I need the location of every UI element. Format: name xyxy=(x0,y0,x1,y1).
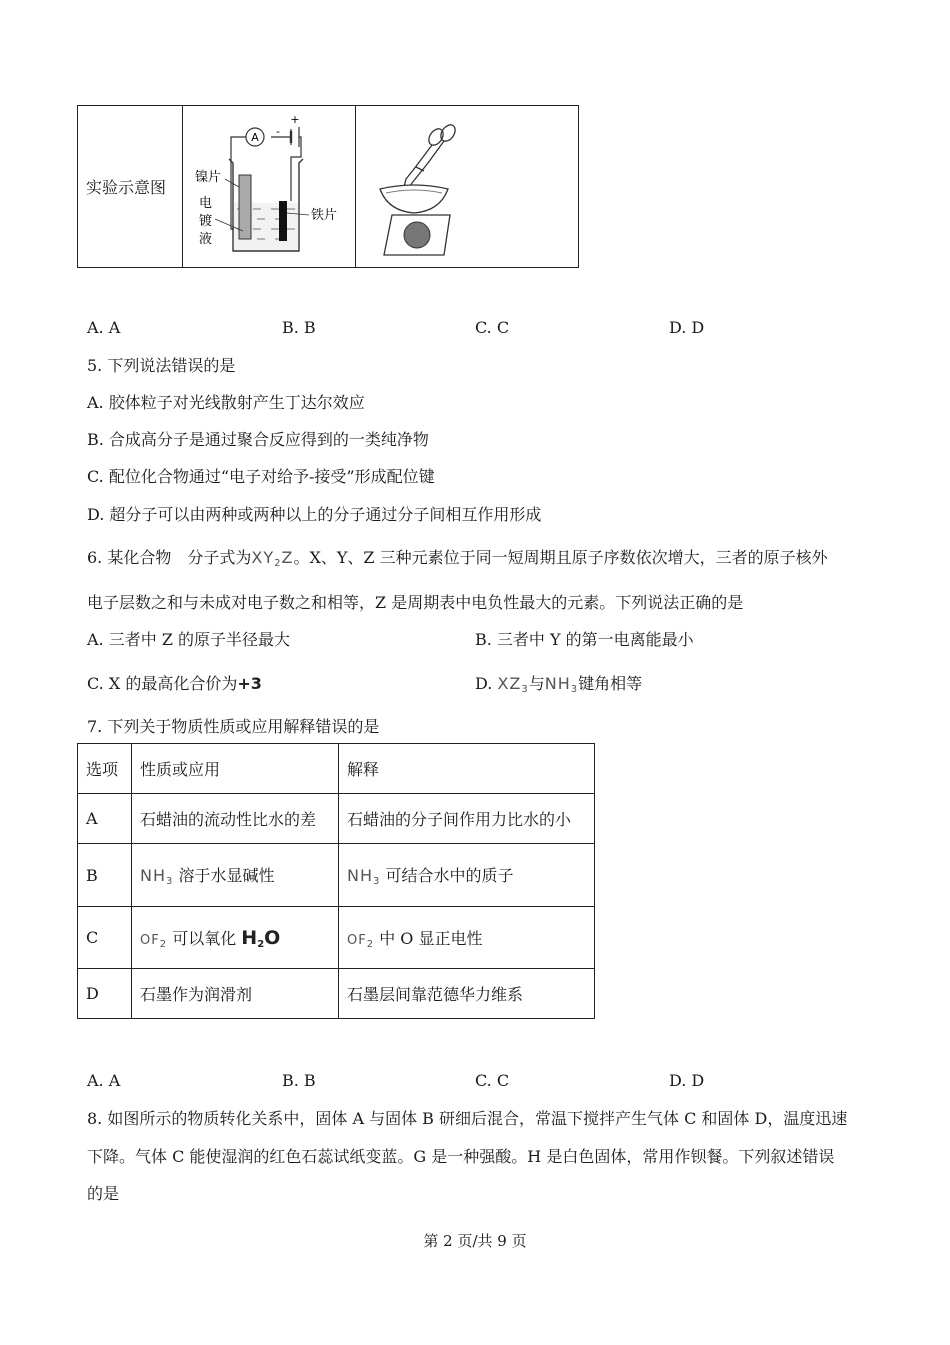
page-footer: 第 2 页/共 9 页 xyxy=(423,1232,527,1250)
svg-text:铁片: 铁片 xyxy=(311,207,338,223)
nickel-plate xyxy=(239,175,251,239)
crucible-tongs-diagram xyxy=(356,107,576,267)
q8-stem-line1: 8. 如图所示的物质转化关系中，固体 A 与固体 B 研细后混合，常温下搅拌产生气体 C 和固体 D，温度迅速 xyxy=(87,1109,848,1128)
electroplating-diagram xyxy=(183,107,355,267)
valence-value: +3 xyxy=(237,674,262,693)
row-option: D xyxy=(78,969,132,1019)
q5-stem: 5. 下列说法错误的是 xyxy=(87,356,236,375)
q4-option-a[interactable]: A. A xyxy=(87,318,121,337)
q4-figure-table xyxy=(77,105,579,268)
row-explanation: $OF_2$ 中 O 显正电性 xyxy=(339,907,595,969)
q7-option-d[interactable]: D. D xyxy=(669,1071,705,1090)
q5-option-d[interactable]: D. 超分子可以由两种或两种以上的分子通过分子间相互作用形成 xyxy=(87,505,542,524)
row-option: A xyxy=(78,794,132,844)
q4-crucible-figure xyxy=(356,106,579,268)
svg-text:电: 电 xyxy=(199,195,213,211)
svg-text:+: + xyxy=(290,112,300,126)
q7-option-a[interactable]: A. A xyxy=(87,1071,121,1090)
formula-of2: $OF_2$ xyxy=(140,932,168,950)
q8-stem-line2: 下降。气体 C 能使湿润的红色石蕊试纸变蓝。G 是一种强酸。H 是白色固体，常用作钡餐。下列叙述错误 xyxy=(87,1147,835,1166)
row-property: 石蜡油的流动性比水的差 xyxy=(132,794,339,844)
formula-of2: $OF_2$ xyxy=(347,932,375,950)
row-explanation: 石墨层间靠范德华力维系 xyxy=(339,969,595,1019)
q6-option-a[interactable]: A. 三者中 Z 的原子半径最大 xyxy=(87,630,291,649)
q5-option-c[interactable]: C. 配位化合物通过“电子对给予-接受”形成配位键 xyxy=(87,467,435,486)
row-property: $NH_3$ 溶于水显碱性 xyxy=(132,844,339,907)
row-option: C xyxy=(78,907,132,969)
q7-table xyxy=(77,743,595,1019)
q5-option-a[interactable]: A. 胶体粒子对光线散射产生丁达尔效应 xyxy=(87,393,365,412)
sample-disc xyxy=(404,222,430,248)
q4-option-b[interactable]: B. B xyxy=(282,318,316,337)
row-explanation: $NH_3$ 可结合水中的质子 xyxy=(339,844,595,907)
q8-stem-line3: 的是 xyxy=(87,1184,120,1203)
q7-option-b[interactable]: B. B xyxy=(282,1071,316,1090)
evaporating-dish-icon xyxy=(380,185,448,213)
iron-plate xyxy=(279,201,287,241)
q6-stem-line1: 6. 某化合物 分子式为$XY_2Z$。X、Y、Z 三种元素位于同一短周期且原子序数依次增大，三者的原子核外 xyxy=(87,548,828,569)
q6-option-c[interactable]: C. X 的最高化合价为+3 xyxy=(87,674,262,693)
formula-nh3: $NH_3$ xyxy=(140,866,174,887)
table-header-explanation: 解释 xyxy=(339,744,595,794)
q7-option-c[interactable]: C. C xyxy=(475,1071,510,1090)
table-header-row xyxy=(78,744,595,794)
q5-option-b[interactable]: B. 合成高分子是通过聚合反应得到的一类纯净物 xyxy=(87,430,429,449)
q6-stem-line2: 电子层数之和与未成对电子数之和相等，Z 是周期表中电负性最大的元素。下列说法正确的是 xyxy=(87,593,744,612)
svg-text:镍片: 镍片 xyxy=(195,169,222,185)
q6-option-b[interactable]: B. 三者中 Y 的第一电离能最小 xyxy=(475,630,694,649)
crucible-tongs-icon xyxy=(404,122,458,189)
formula-nh3: $NH_3$ xyxy=(544,674,579,695)
table-row xyxy=(78,907,595,969)
row-property: 石墨作为润滑剂 xyxy=(132,969,339,1019)
row-option: B xyxy=(78,844,132,907)
q7-stem: 7. 下列关于物质性质或应用解释错误的是 xyxy=(87,717,380,736)
formula-xz3: $XZ_3$ xyxy=(497,674,529,695)
table-row xyxy=(78,969,595,1019)
table-row xyxy=(78,794,595,844)
formula-xy2z: $XY_2Z$ xyxy=(251,548,294,569)
svg-text:-: - xyxy=(276,124,280,138)
row-explanation: 石蜡油的分子间作用力比水的小 xyxy=(339,794,595,844)
q4-electroplating-figure xyxy=(183,106,356,268)
q4-row-label: 实验示意图 xyxy=(78,106,183,268)
q4-option-c[interactable]: C. C xyxy=(475,318,510,337)
table-row xyxy=(78,844,595,907)
q4-option-d[interactable]: D. D xyxy=(669,318,705,337)
table-header-property: 性质或应用 xyxy=(132,744,339,794)
svg-text:镀: 镀 xyxy=(199,213,213,229)
q6-option-d[interactable]: D. $XZ_3$与$NH_3$键角相等 xyxy=(475,674,643,695)
row-property: $OF_2$ 可以氧化 $H_2O$ xyxy=(132,907,339,969)
svg-text:液: 液 xyxy=(199,231,213,247)
table-header-option: 选项 xyxy=(78,744,132,794)
formula-nh3: $NH_3$ xyxy=(347,866,381,887)
formula-h2o: $H_2O$ xyxy=(241,926,281,950)
svg-text:A: A xyxy=(251,130,259,144)
